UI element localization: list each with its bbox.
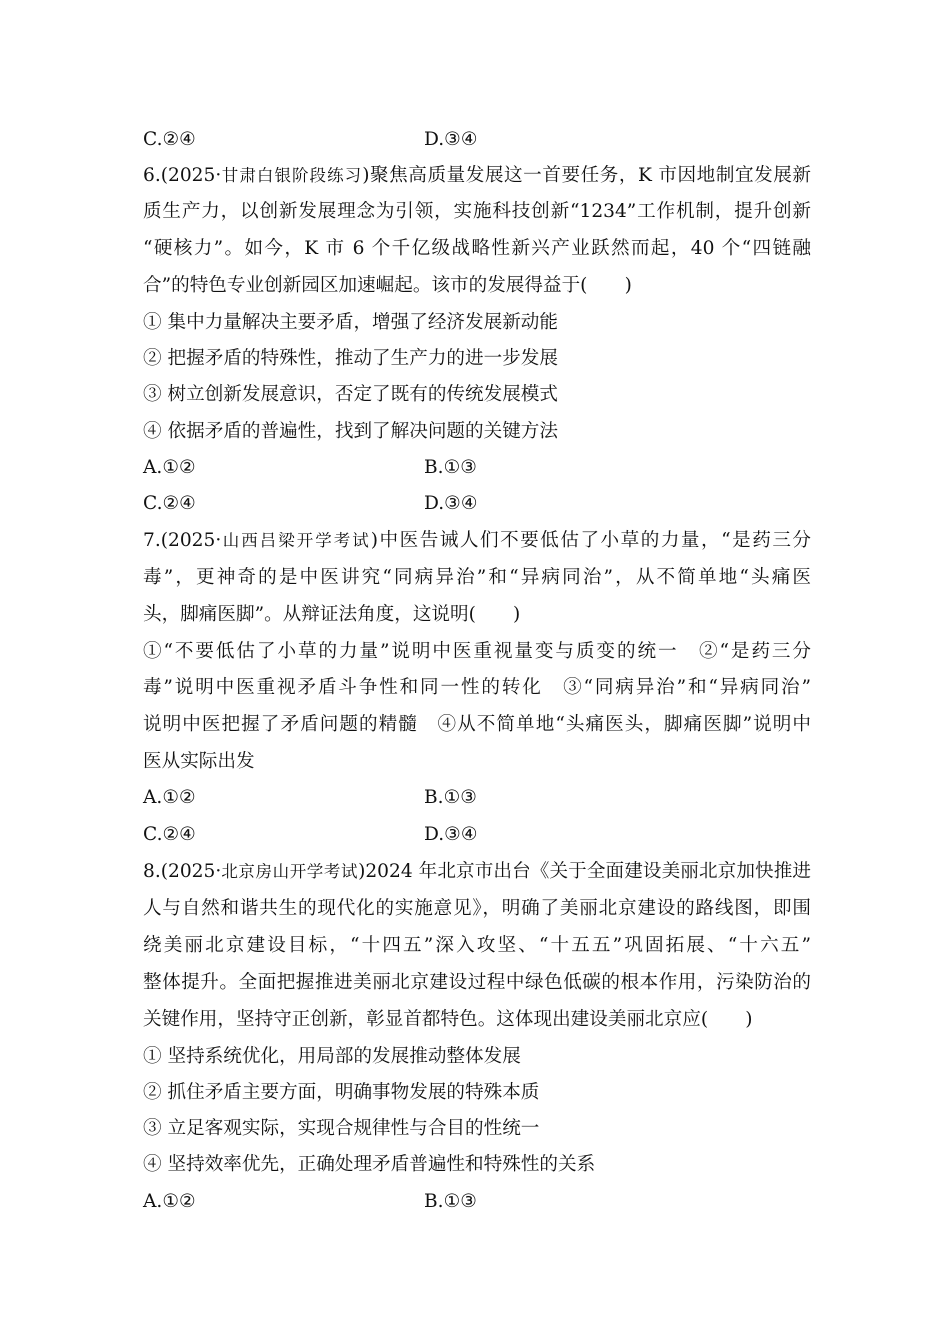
q7-source: 山西吕梁开学考试	[221, 531, 371, 550]
q7-number: 7.(2025·	[143, 530, 222, 551]
q7-items-line-4: 医从实际出发	[143, 751, 255, 772]
q6-stem-text: )聚焦高质量发展这一首要任务，K 市因地制宜发展新	[362, 165, 812, 186]
q6-item-1: ① 集中力量解决主要矛盾，增强了经济发展新动能	[143, 312, 558, 333]
q8-stem-line-5: 关键作用，坚持守正创新，彰显首都特色。这体现出建设美丽北京应( )	[143, 1009, 753, 1030]
q6-stem-line-2: 质生产力，以创新发展理念为引领，实施科技创新“1234”工作机制，提升创新	[143, 201, 811, 222]
q8-option-b: B.①③	[424, 1191, 477, 1212]
q6-option-c: C.②④	[143, 493, 196, 514]
q7-stem-text: )中医告诫人们不要低估了小草的力量，“是药三分	[370, 530, 812, 551]
q7-option-c: C.②④	[143, 824, 196, 845]
q7-stem-line-2: 毒”，更神奇的是中医讲究“同病异治”和“异病同治”，从不简单地“头痛医	[143, 567, 811, 588]
q8-source: 北京房山开学考试	[221, 862, 359, 881]
q7-stem-line-3: 头，脚痛医脚”。从辩证法角度，这说明( )	[143, 604, 521, 625]
q7-items-line-2: 毒”说明中医重视矛盾斗争性和同一性的转化 ③“同病异治”和“异病同治”	[143, 677, 811, 698]
q7-stem-line-1	[143, 529, 811, 553]
q7-items-line-1: ①“不要低估了小草的力量”说明中医重视量变与质变的统一 ②“是药三分	[143, 641, 811, 662]
q8-stem-line-3: 绕美丽北京建设目标，“十四五”深入攻坚、“十五五”巩固拓展、“十六五”	[143, 935, 811, 956]
q6-number: 6.(2025·	[143, 165, 222, 186]
q6-option-b: B.①③	[424, 457, 477, 478]
q7-items-line-3: 说明中医把握了矛盾问题的精髓 ④从不简单地“头痛医头，脚痛医脚”说明中	[143, 714, 811, 735]
q8-item-2: ② 抓住矛盾主要方面，明确事物发展的特殊本质	[143, 1082, 540, 1103]
q6-source: 甘肃白银阶段练习	[221, 166, 363, 185]
q8-stem-text: )2024 年北京市出台《关于全面建设美丽北京加快推进	[358, 861, 811, 882]
q6-item-4: ④ 依据矛盾的普遍性，找到了解决问题的关键方法	[143, 421, 558, 442]
q6-option-a: A.①②	[143, 457, 196, 478]
q7-option-a: A.①②	[143, 787, 196, 808]
q7-option-d: D.③④	[424, 824, 478, 845]
q6-option-d: D.③④	[424, 493, 478, 514]
q6-stem-line-4: 合”的特色专业创新园区加速崛起。该市的发展得益于( )	[143, 275, 632, 296]
q8-stem-line-1	[143, 860, 811, 884]
q5-option-d: D.③④	[424, 129, 478, 150]
q8-item-3: ③ 立足客观实际，实现合规律性与合目的性统一	[143, 1118, 540, 1139]
q8-stem-line-4: 整体提升。全面把握推进美丽北京建设过程中绿色低碳的根本作用，污染防治的	[143, 972, 811, 993]
q6-stem-line-3: “硬核力”。如今，K 市 6 个千亿级战略性新兴产业跃然而起，40 个“四链融	[143, 238, 811, 259]
q5-option-c: C.②④	[143, 129, 196, 150]
q7-option-b: B.①③	[424, 787, 477, 808]
q8-item-4: ④ 坚持效率优先，正确处理矛盾普遍性和特殊性的关系	[143, 1154, 596, 1175]
q6-item-2: ② 把握矛盾的特殊性，推动了生产力的进一步发展	[143, 348, 558, 369]
q8-item-1: ① 坚持系统优化，用局部的发展推动整体发展	[143, 1046, 521, 1067]
q6-stem-line-1	[143, 164, 811, 188]
q8-stem-line-2: 人与自然和谐共生的现代化的实施意见》，明确了美丽北京建设的路线图，即围	[143, 898, 811, 919]
q8-number: 8.(2025·	[143, 861, 222, 882]
q8-option-a: A.①②	[143, 1191, 196, 1212]
q6-item-3: ③ 树立创新发展意识，否定了既有的传统发展模式	[143, 384, 558, 405]
